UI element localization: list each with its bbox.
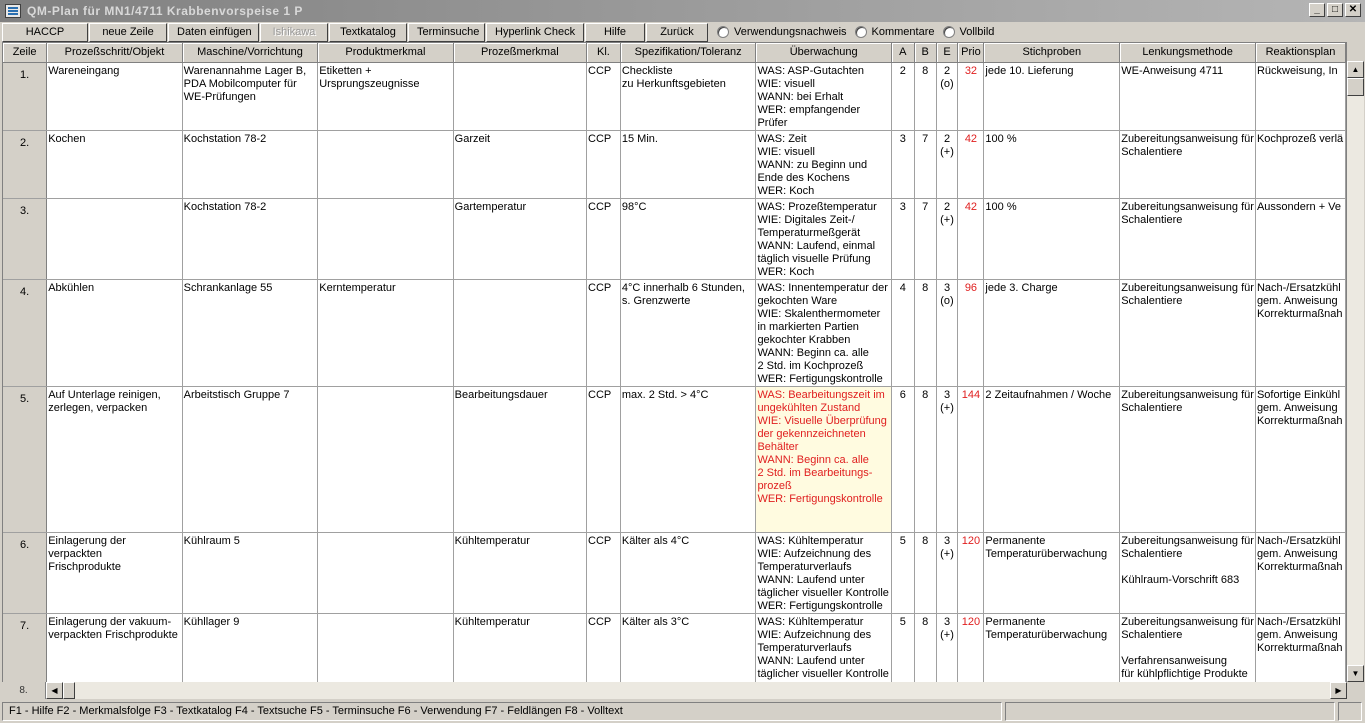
horizontal-scrollbar[interactable]	[46, 682, 1347, 699]
cell-control-method[interactable]: Zubereitungsanweisung für Schalentiere	[1120, 198, 1256, 279]
cell-e[interactable]: 3 (+)	[936, 386, 958, 532]
cell-specification[interactable]: Kälter als 4°C	[620, 532, 756, 613]
cell-monitoring[interactable]: WAS: Prozeßtemperatur WIE: Digitales Zeit-/ Temperaturmeßgerät WANN: Laufend, einmal täglich visuelle Prüfung WER: Koch	[756, 198, 891, 279]
cell-control-method[interactable]: Zubereitungsanweisung für Schalentiere	[1120, 130, 1256, 198]
cell-samples[interactable]: Permanente Temperaturüberwachung	[984, 532, 1120, 613]
cell-control-method[interactable]: Zubereitungsanweisung für Schalentiere	[1120, 386, 1256, 532]
date-search-button[interactable]: Terminsuche	[408, 23, 485, 42]
cell-samples[interactable]: jede 3. Charge	[984, 279, 1120, 386]
cell-machine[interactable]: Schrankanlage 55	[182, 279, 318, 386]
table-row[interactable]	[3, 532, 1346, 613]
col-header-process-feature[interactable]: Prozeßmerkmal	[453, 43, 586, 62]
new-row-button[interactable]: neue Zeile	[89, 23, 167, 42]
radio-label: Kommentare	[871, 26, 935, 38]
cell-control-method[interactable]: Zubereitungsanweisung für Schalentiere Kühlraum-Vorschrift 683	[1120, 532, 1256, 613]
col-header-samples[interactable]: Stichproben	[984, 43, 1120, 62]
cell-control-method[interactable]: Zubereitungsanweisung für Schalentiere Verfahrensanweisung für kühlpflichtige Produkte	[1120, 613, 1256, 694]
col-header-class[interactable]: Kl.	[587, 43, 621, 62]
cell-reaction-plan[interactable]: Kochprozeß verlä	[1255, 130, 1345, 198]
cell-process-feature[interactable]: Kühltemperatur	[453, 532, 586, 613]
cell-e[interactable]: 3 (+)	[936, 613, 958, 694]
cell-b[interactable]: 8	[914, 62, 936, 130]
radio-usage-reference[interactable]	[717, 26, 847, 38]
status-bar	[0, 700, 1365, 723]
cell-process-feature[interactable]: Bearbeitungsdauer	[453, 386, 586, 532]
cell-specification[interactable]: Checkliste zu Herkunftsgebieten	[620, 62, 756, 130]
status-panel-small	[1338, 702, 1362, 721]
cell-b[interactable]: 7	[914, 130, 936, 198]
scroll-right-icon[interactable]: ▶	[1330, 682, 1347, 699]
cell-reaction-plan[interactable]: Nach-/Ersatzkühl gem. Anweisung Korrekturmaßnah	[1255, 613, 1345, 694]
cell-process-feature[interactable]: Gartemperatur	[453, 198, 586, 279]
radio-label: Verwendungsnachweis	[734, 26, 847, 38]
col-header-machine[interactable]: Maschine/Vorrichtung	[182, 43, 318, 62]
cell-prio[interactable]: 42	[958, 198, 984, 279]
cell-prio[interactable]: 96	[958, 279, 984, 386]
cell-monitoring[interactable]: WAS: Zeit WIE: visuell WANN: zu Beginn und Ende des Kochens WER: Koch	[756, 130, 891, 198]
cell-monitoring[interactable]: WAS: Kühltemperatur WIE: Aufzeichnung des Temperaturverlaufs WANN: Laufend unter täglicher visueller Kontrolle	[756, 613, 891, 694]
cell-e[interactable]: 3 (o)	[936, 279, 958, 386]
cell-process-feature[interactable]: Garzeit	[453, 130, 586, 198]
cell-class[interactable]: CCP	[587, 613, 621, 694]
cell-specification[interactable]: Kälter als 3°C	[620, 613, 756, 694]
cell-a[interactable]: 3	[891, 130, 914, 198]
table-row[interactable]	[3, 386, 1346, 532]
cell-e[interactable]: 2 (+)	[936, 198, 958, 279]
cell-process-feature[interactable]	[453, 62, 586, 130]
col-header-product-feature[interactable]: Produktmerkmal	[318, 43, 453, 62]
window-controls	[1309, 3, 1361, 17]
cell-a[interactable]: 2	[891, 62, 914, 130]
row-number[interactable]: 7.	[3, 613, 47, 694]
cell-machine[interactable]: Arbeitstisch Gruppe 7	[182, 386, 318, 532]
cell-process-step[interactable]: Auf Unterlage reinigen, zerlegen, verpacken	[47, 386, 182, 532]
cell-process-step[interactable]: Abkühlen	[47, 279, 182, 386]
cell-samples[interactable]: jede 10. Lieferung	[984, 62, 1120, 130]
window-title: QM-Plan für MN1/4711 Krabbenvorspeise 1 P	[27, 4, 303, 18]
insert-data-button[interactable]: Daten einfügen	[168, 23, 259, 42]
cell-product-feature[interactable]	[318, 130, 453, 198]
row-number[interactable]: 5.	[3, 386, 47, 532]
radio-label: Vollbild	[959, 26, 995, 38]
cell-machine[interactable]: Kochstation 78-2	[182, 130, 318, 198]
row-number[interactable]: 4.	[3, 279, 47, 386]
col-header-b[interactable]: B	[914, 43, 936, 62]
scroll-down-icon[interactable]: ▼	[1347, 665, 1364, 682]
cell-class[interactable]: CCP	[587, 279, 621, 386]
cell-product-feature[interactable]	[318, 386, 453, 532]
cell-b[interactable]: 8	[914, 386, 936, 532]
app-icon[interactable]	[5, 4, 21, 18]
cell-e[interactable]: 2 (o)	[936, 62, 958, 130]
cell-samples[interactable]: Permanente Temperaturüberwachung	[984, 613, 1120, 694]
cell-class[interactable]: CCP	[587, 532, 621, 613]
cell-monitoring[interactable]: WAS: Kühltemperatur WIE: Aufzeichnung des Temperaturverlaufs WANN: Laufend unter täglicher visueller Kontrolle WER: Fertigungskontrolle	[756, 532, 891, 613]
cell-class[interactable]: CCP	[587, 130, 621, 198]
cell-b[interactable]: 8	[914, 613, 936, 694]
header-row	[3, 43, 1346, 62]
cell-process-step[interactable]: Einlagerung der verpackten Frischprodukte	[47, 532, 182, 613]
col-header-specification[interactable]: Spezifikation/Toleranz	[620, 43, 756, 62]
cell-process-feature[interactable]: Kühltemperatur	[453, 613, 586, 694]
scroll-left-icon[interactable]: ◀	[46, 682, 63, 699]
text-catalog-button[interactable]: Textkatalog	[329, 23, 407, 42]
cell-b[interactable]: 7	[914, 198, 936, 279]
radio-circle-icon[interactable]	[855, 26, 867, 38]
cell-a[interactable]: 5	[891, 613, 914, 694]
col-header-reaction-plan[interactable]: Reaktionsplan	[1255, 43, 1345, 62]
cell-class[interactable]: CCP	[587, 198, 621, 279]
cell-b[interactable]: 8	[914, 279, 936, 386]
row-number[interactable]: 3.	[3, 198, 47, 279]
status-panel	[1005, 702, 1335, 721]
scrollbar-corner	[1347, 682, 1365, 699]
cell-machine[interactable]: Kochstation 78-2	[182, 198, 318, 279]
cell-process-step[interactable]	[47, 198, 182, 279]
cell-reaction-plan[interactable]: Nach-/Ersatzkühl gem. Anweisung Korrekturmaßnah	[1255, 279, 1345, 386]
cell-control-method[interactable]: WE-Anweisung 4711	[1120, 62, 1256, 130]
cell-samples[interactable]: 100 %	[984, 198, 1120, 279]
maximize-button[interactable]: □	[1327, 3, 1343, 17]
cell-prio[interactable]: 120	[958, 613, 984, 694]
cell-product-feature[interactable]: Etiketten + Ursprungszeugnisse	[318, 62, 453, 130]
cell-e[interactable]: 2 (+)	[936, 130, 958, 198]
horizontal-scroll-thumb[interactable]	[63, 682, 75, 699]
vertical-scroll-thumb[interactable]	[1347, 78, 1364, 96]
cell-process-feature[interactable]	[453, 279, 586, 386]
row-number[interactable]: 6.	[3, 532, 47, 613]
cell-process-step[interactable]: Wareneingang	[47, 62, 182, 130]
cell-monitoring-highlighted[interactable]: WAS: Bearbeitungszeit im ungekühlten Zustand WIE: Visuelle Überprüfung der gekennzeichneten Behälter WANN: Beginn ca. alle 2 Std. im Bearbeitungs- prozeß WER: Fertigungskontrolle	[756, 386, 891, 532]
cell-prio[interactable]: 42	[958, 130, 984, 198]
cell-reaction-plan[interactable]: Sofortige Einkühl gem. Anweisung Korrekturmaßnah	[1255, 386, 1345, 532]
radio-circle-icon[interactable]	[943, 26, 955, 38]
cell-control-method[interactable]: Zubereitungsanweisung für Schalentiere	[1120, 279, 1256, 386]
row-number[interactable]: 2.	[3, 130, 47, 198]
cell-machine[interactable]: Warenannahme Lager B, PDA Mobilcomputer für WE-Prüfungen	[182, 62, 318, 130]
col-header-prio[interactable]: Prio	[958, 43, 984, 62]
row-number[interactable]: 1.	[3, 62, 47, 130]
cell-prio[interactable]: 32	[958, 62, 984, 130]
cell-class[interactable]: CCP	[587, 386, 621, 532]
cell-prio[interactable]: 120	[958, 532, 984, 613]
function-key-hints: F1 - Hilfe F2 - Merkmalsfolge F3 - Textkatalog F4 - Textsuche F5 - Terminsuche F6 - Verwendung F7 - Feldlängen F8 - Volltext	[2, 702, 1002, 721]
next-row-stub: 8.	[2, 682, 46, 699]
table-row[interactable]	[3, 62, 1346, 130]
col-header-monitoring[interactable]: Überwachung	[756, 43, 891, 62]
qm-plan-grid[interactable]	[2, 42, 1347, 682]
col-header-e[interactable]: E	[936, 43, 958, 62]
cell-prio[interactable]: 144	[958, 386, 984, 532]
radio-circle-icon[interactable]	[717, 26, 729, 38]
cell-samples[interactable]: 2 Zeitaufnahmen / Woche	[984, 386, 1120, 532]
cell-class[interactable]: CCP	[587, 62, 621, 130]
table-row[interactable]	[3, 279, 1346, 386]
cell-a[interactable]: 3	[891, 198, 914, 279]
cell-specification[interactable]: 15 Min.	[620, 130, 756, 198]
col-header-control-method[interactable]: Lenkungsmethode	[1120, 43, 1256, 62]
cell-process-step[interactable]: Einlagerung der vakuum- verpackten Frischprodukte	[47, 613, 182, 694]
title-bar	[0, 0, 1365, 22]
cell-samples[interactable]: 100 %	[984, 130, 1120, 198]
col-header-zeile[interactable]: Zeile	[3, 43, 47, 62]
haccp-button[interactable]: HACCP	[2, 23, 88, 42]
cell-reaction-plan[interactable]: Rückweisung, In	[1255, 62, 1345, 130]
cell-a[interactable]: 5	[891, 532, 914, 613]
scroll-up-icon[interactable]: ▲	[1347, 61, 1364, 78]
cell-specification[interactable]: 4°C innerhalb 6 Stunden, s. Grenzwerte	[620, 279, 756, 386]
cell-machine[interactable]: Kühlraum 5	[182, 532, 318, 613]
close-button[interactable]: ✕	[1345, 3, 1361, 17]
radio-fullscreen[interactable]	[943, 26, 995, 38]
cell-specification[interactable]: 98°C	[620, 198, 756, 279]
table-row[interactable]	[3, 130, 1346, 198]
cell-product-feature[interactable]	[318, 198, 453, 279]
cell-reaction-plan[interactable]: Aussondern + Ve	[1255, 198, 1345, 279]
col-header-a[interactable]: A	[891, 43, 914, 62]
cell-specification[interactable]: max. 2 Std. > 4°C	[620, 386, 756, 532]
qm-plan-table	[3, 43, 1346, 695]
cell-monitoring[interactable]: WAS: ASP-Gutachten WIE: visuell WANN: bei Erhalt WER: empfangender Prüfer	[756, 62, 891, 130]
cell-e[interactable]: 3 (+)	[936, 532, 958, 613]
vertical-scrollbar[interactable]	[1347, 61, 1364, 682]
hyperlink-check-button[interactable]: Hyperlink Check	[486, 23, 584, 42]
cell-b[interactable]: 8	[914, 532, 936, 613]
cell-a[interactable]: 4	[891, 279, 914, 386]
cell-a[interactable]: 6	[891, 386, 914, 532]
cell-reaction-plan[interactable]: Nach-/Ersatzkühl gem. Anweisung Korrekturmaßnah	[1255, 532, 1345, 613]
col-header-process-step[interactable]: Prozeßschritt/Objekt	[47, 43, 182, 62]
toolbar	[0, 22, 1365, 42]
cell-product-feature[interactable]	[318, 532, 453, 613]
radio-comments[interactable]	[855, 26, 935, 38]
table-row[interactable]	[3, 198, 1346, 279]
ishikawa-button[interactable]: Ishikawa	[260, 23, 328, 42]
cell-process-step[interactable]: Kochen	[47, 130, 182, 198]
help-button[interactable]: Hilfe	[585, 23, 645, 42]
back-button[interactable]: Zurück	[646, 23, 708, 42]
minimize-button[interactable]: _	[1309, 3, 1325, 17]
cell-product-feature[interactable]: Kerntemperatur	[318, 279, 453, 386]
cell-monitoring[interactable]: WAS: Innentemperatur der gekochten Ware WIE: Skalenthermometer in markierten Partien gekochter Krabben WANN: Beginn ca. alle 2 Std. im Kochprozeß WER: Fertigungskontrolle	[756, 279, 891, 386]
cell-machine[interactable]: Kühllager 9	[182, 613, 318, 694]
